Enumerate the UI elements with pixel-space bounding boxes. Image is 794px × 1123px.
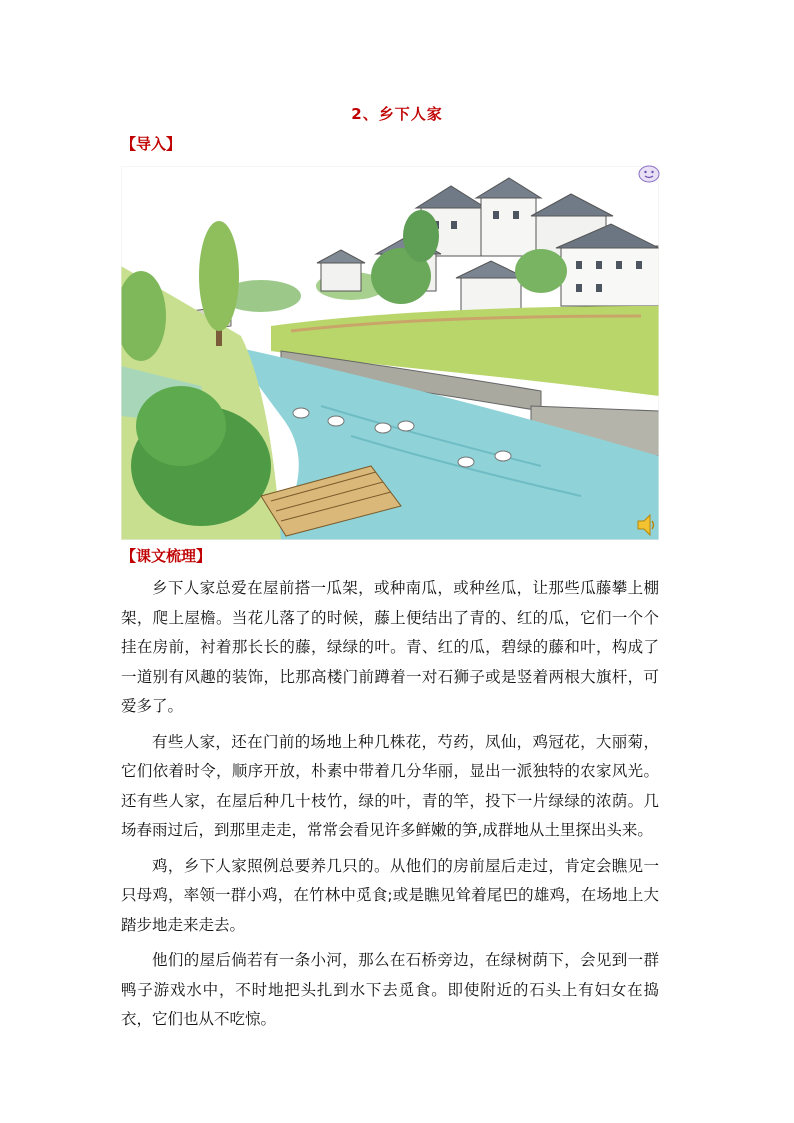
paragraph: 乡下人家总爱在屋前搭一瓜架，或种南瓜，或种丝瓜，让那些瓜藤攀上棚架，爬上屋檐。当花儿落了的时候，藤上便结出了青的、红的瓜，它们一个个挂在房前，衬着那长长的藤，绿绿的叶。青、红的瓜，碧绿的藤和叶，构成了一道别有风趣的装饰，比那高楼门前蹲着一对石狮子或是竖着两根大旗杆，可爱多了。 bbox=[121, 579, 659, 715]
paragraph: 有些人家，还在门前的场地上种几株花，芍药，凤仙，鸡冠花，大丽菊，它们依着时令，顺序开放，朴素中带着几分华丽，显出一派独特的农家风光。还有些人家，在屋后种几十枝竹，绿的叶，青的竿，投下一片绿绿的浓荫。几场春雨过后，到那里走走，常常会看见许多鲜嫩的笋,成群地从土里探出头来。 bbox=[121, 732, 659, 839]
outline-heading: 【课文梳理】 bbox=[121, 547, 212, 565]
paragraph: 鸡，乡下人家照例总要养几只的。从他们的房前屋后走过，肯定会瞧见一只母鸡，率领一群小鸡，在竹林中觅食;或是瞧见耸着尾巴的雄鸡，在场地上大踏步地走来走去。 bbox=[121, 856, 659, 934]
page-title: 2、乡下人家 bbox=[351, 105, 443, 123]
paragraph: 他们的屋后倘若有一条小河，那么在石桥旁边，在绿树荫下，会见到一群鸭子游戏水中，不时地把头扎到水下去觅食。即使附近的石头上有妇女在捣衣，它们也从不吃惊。 bbox=[121, 951, 659, 1028]
speaker-icon[interactable] bbox=[636, 512, 658, 542]
lesson-text bbox=[121, 574, 659, 1041]
village-illustration bbox=[121, 166, 659, 540]
smiley-icon[interactable] bbox=[638, 165, 660, 187]
intro-heading: 【导入】 bbox=[121, 135, 182, 153]
